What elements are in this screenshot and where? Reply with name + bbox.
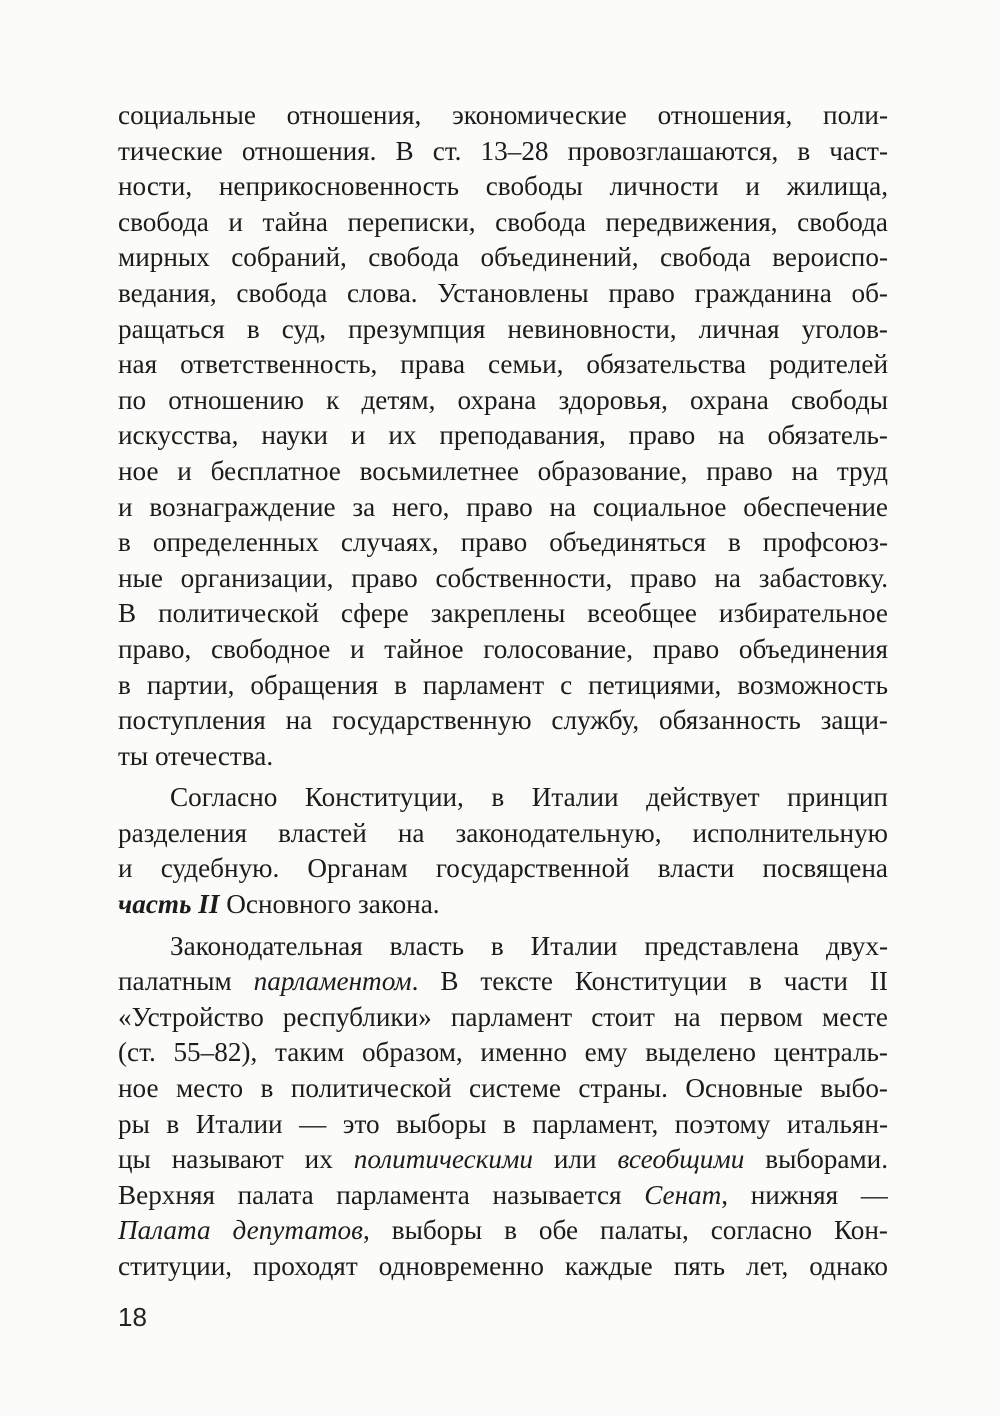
text-line: В политической сфере закреплены всеобщее избирательное (118, 598, 888, 629)
text-fragment: палатным (118, 966, 254, 997)
body-text (118, 98, 888, 1285)
text-line: ные организации, право собственности, право на забастовку. (118, 562, 888, 593)
emphasis-part-ii: часть II (118, 889, 220, 920)
text-line (118, 1213, 888, 1249)
text-line: свобода и тайна переписки, свобода передвижения, свобода (118, 206, 888, 237)
text-line: социальные отношения, экономические отношения, поли- (118, 100, 888, 130)
paragraph-parliament (118, 929, 888, 1285)
text-line: Законодательная власть в Италии представлена двух- (170, 930, 888, 961)
text-line (118, 887, 888, 923)
text-fragment: . В тексте Конституции в части II (411, 966, 888, 997)
paragraph-separation-of-powers (118, 780, 888, 922)
text-line: право, свободное и тайное голосование, право объединения (118, 633, 888, 664)
text-line (118, 1142, 888, 1178)
text-line: по отношению к детям, охрана здоровья, охрана свободы (118, 384, 888, 415)
text-fragment: выборами. (744, 1144, 888, 1175)
text-line: ведания, свобода слова. Установлены право гражданина об- (118, 277, 888, 308)
text-line: и вознаграждение за него, право на социальное обеспечение (118, 491, 888, 522)
text-fragment: цы называют их (118, 1144, 354, 1175)
text-line: ное и бесплатное восьмилетнее образование, право на труд (118, 455, 888, 486)
emphasis-parliament: парламентом (253, 966, 412, 997)
text-line: в партии, обращения в парламент с петициями, возможность (118, 669, 888, 700)
emphasis-political: политическими (353, 1144, 533, 1175)
page-number: 18 (118, 1302, 147, 1332)
text-line: разделения властей на законодательную, исполнительную (118, 817, 888, 848)
text-line: ная ответственность, права семьи, обязательства родителей (118, 349, 888, 380)
text-line: и судебную. Органам государственной власти посвящена (118, 853, 888, 884)
text-fragment: , выборы в обе палаты, согласно Кон- (362, 1215, 888, 1246)
text-line: тические отношения. В ст. 13–28 провозглашаются, в част- (118, 135, 888, 166)
text-line: ности, неприкосновенность свободы личности и жилища, (118, 171, 888, 202)
text-line: ное место в политической системе страны. Основные выбо- (118, 1073, 888, 1104)
text-line: «Устройство республики» парламент стоит на первом месте (118, 1001, 888, 1032)
text-line: (ст. 55–82), таким образом, именно ему выделено централь- (118, 1037, 888, 1068)
text-line: мирных собраний, свобода объединений, свобода вероиспо- (118, 242, 888, 273)
text-line: ты отечества. (118, 740, 274, 771)
text-line (118, 964, 888, 1000)
text-fragment: или (532, 1144, 618, 1175)
paragraph-rights (118, 98, 888, 774)
emphasis-senate: Сенат (644, 1179, 722, 1210)
text-fragment: Верхняя палата парламента называется (118, 1179, 645, 1210)
text-line: поступления на государственную службу, обязанность защи- (118, 705, 888, 736)
text-line: искусства, науки и их преподавания, право на обязатель- (118, 420, 888, 451)
text-line: ращаться в суд, презумпция невиновности, личная уголов- (118, 313, 888, 344)
text-line (118, 1178, 888, 1214)
text-fragment: Основного закона. (219, 889, 440, 920)
text-fragment: , нижняя — (721, 1179, 888, 1210)
text-line: Согласно Конституции, в Италии действует принцип (170, 782, 888, 813)
emphasis-general: всеобщими (617, 1144, 745, 1175)
text-line: в определенных случаях, право объединяться в профсоюз- (118, 527, 888, 558)
text-line: ституции, проходят одновременно каждые пять лет, однако (118, 1251, 888, 1281)
text-line: ры в Италии — это выборы в парламент, поэтому итальян- (118, 1108, 888, 1139)
emphasis-chamber-of-deputies: Палата депутатов (118, 1215, 363, 1246)
